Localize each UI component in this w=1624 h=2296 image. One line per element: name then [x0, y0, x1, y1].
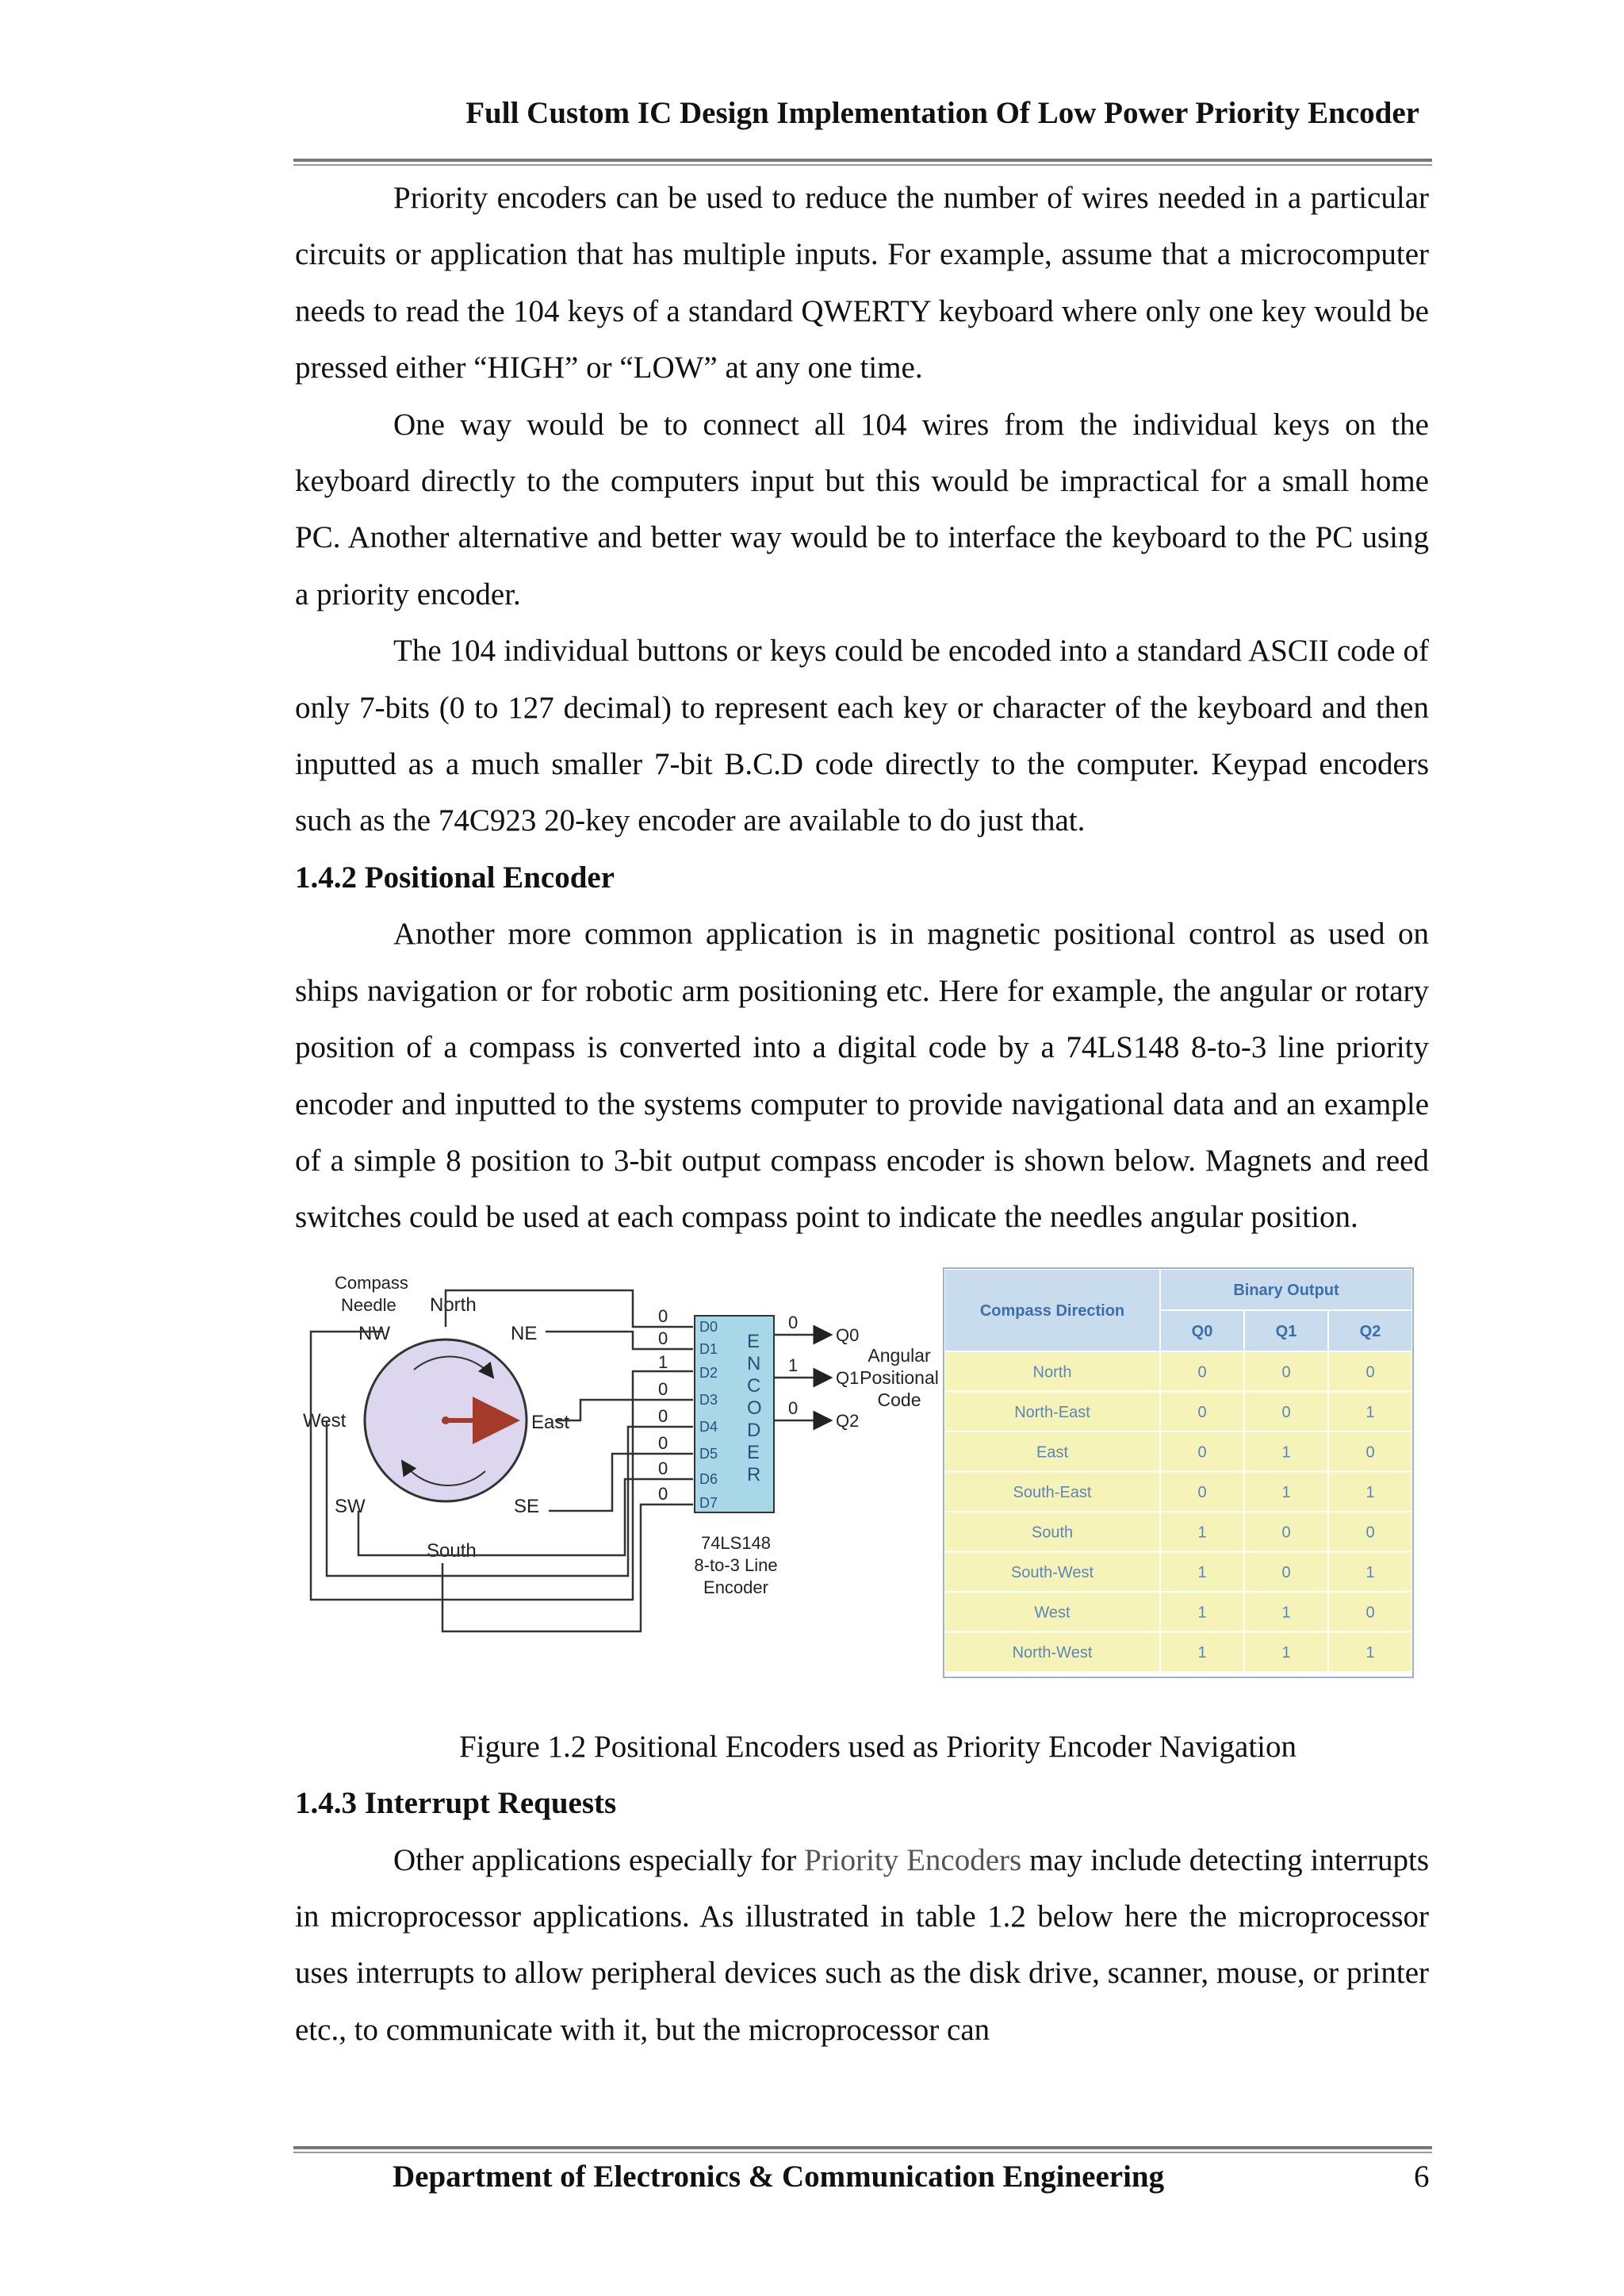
- table-bit-value: 1: [1197, 1563, 1207, 1581]
- svg-text:0: 0: [658, 1328, 668, 1348]
- chip-label: [694, 1533, 777, 1597]
- header-rule-thin: [293, 164, 1432, 166]
- svg-text:0: 0: [788, 1312, 799, 1332]
- compass-east-label: East: [531, 1411, 570, 1433]
- svg-text:Q2: Q2: [836, 1410, 860, 1431]
- table-bit-value: 1: [1281, 1643, 1291, 1662]
- input-values: [658, 1306, 668, 1504]
- svg-text:0: 0: [658, 1305, 668, 1326]
- table-bit-value: 1: [1365, 1643, 1375, 1662]
- compass-needle-label: Compass: [335, 1272, 408, 1293]
- table-bit-value: 1: [1197, 1643, 1207, 1662]
- table-bit-value: 0: [1197, 1403, 1207, 1421]
- table-bit-value: 0: [1281, 1563, 1291, 1581]
- table-direction-value: North-East: [1014, 1403, 1090, 1421]
- paragraph: The 104 individual buttons or keys could be encoded into a standard ASCII code of only 7-bits (0 to 127 decimal) to represent each key or character of the keyboard and then inputted as a much smaller 7-bit B.C.D code directly to the computer. Keypad encoders such as the 74C923 20-key encoder are available to do just that.: [295, 634, 1429, 838]
- svg-text:N: N: [747, 1352, 761, 1374]
- svg-text:Q1: Q1: [836, 1367, 860, 1388]
- compass-north-label: North: [430, 1294, 477, 1316]
- footer-rule-thin: [293, 2152, 1432, 2153]
- svg-text:C: C: [747, 1374, 761, 1397]
- table-bit-value: 1: [1281, 1603, 1291, 1621]
- table-bit-value: 0: [1281, 1403, 1291, 1421]
- svg-text:R: R: [747, 1463, 761, 1485]
- body-text: [295, 170, 1429, 2058]
- table-direction-value: West: [1034, 1603, 1071, 1621]
- priority-encoders-link[interactable]: Priority Encoders: [804, 1842, 1022, 1877]
- svg-text:D6: D6: [699, 1470, 718, 1487]
- svg-text:D4: D4: [699, 1418, 718, 1435]
- table-direction-value: North-West: [1012, 1643, 1093, 1662]
- svg-text:0: 0: [788, 1397, 799, 1418]
- table-bit-value: 0: [1197, 1443, 1207, 1461]
- svg-text:0: 0: [658, 1378, 668, 1399]
- output-labels: [836, 1325, 859, 1431]
- svg-text:1: 1: [658, 1351, 668, 1372]
- section-heading: 1.4.3 Interrupt Requests: [295, 1786, 617, 1821]
- compass-nw-label: NW: [358, 1322, 390, 1344]
- header-rule: [293, 159, 1432, 162]
- svg-text:Code: Code: [877, 1389, 921, 1410]
- paragraph: One way would be to connect all 104 wires from the individual keys on the keyboard directly to the computers input but this would be impractical for a small home PC. Another alternative and better way would be to interface the keyboard to the PC using a priority encoder.: [295, 407, 1429, 611]
- paragraph: Other applications especially for Priority Encoders may include detecting interrupts in microprocessor applications. As illustrated in table 1.2 below here the microprocessor uses interrupts to allow peripheral devices such as the disk drive, scanner, mouse, or printer etc., to communicate with it, but the microprocessor can: [295, 1842, 1429, 2047]
- table-bit-value: 0: [1365, 1443, 1375, 1461]
- table-direction-value: South-East: [1013, 1483, 1092, 1501]
- figure-caption: Figure 1.2 Positional Encoders used as Priority Encoder Navigation: [458, 1729, 1297, 1764]
- svg-text:E: E: [747, 1441, 760, 1463]
- compass-sw-label: SW: [335, 1495, 366, 1517]
- table-bit-value: 1: [1365, 1403, 1375, 1421]
- svg-text:Encoder: Encoder: [703, 1577, 768, 1597]
- section-heading: 1.4.2 Positional Encoder: [295, 860, 615, 895]
- table-bit-value: 1: [1197, 1523, 1207, 1541]
- svg-text:8-to-3 Line: 8-to-3 Line: [694, 1554, 778, 1575]
- table-sub-header: Q1: [1275, 1322, 1297, 1340]
- svg-text:Positional: Positional: [860, 1366, 939, 1388]
- svg-text:O: O: [747, 1397, 762, 1419]
- paragraph: Another more common application is in magnetic positional control as used on ships navigation or for robotic arm positioning etc. Here for example, the angular or rotary position of a compass is converted into a digital code by a 74LS148 8-to-3 line priority encoder and inputted to the systems computer to provide navigational data and an example of a simple 8 position to 3-bit output compass encoder is shown below. Magnets and reed switches could be used at each compass point to indicate the needles angular position.: [295, 917, 1429, 1235]
- page-number: 6: [1414, 2160, 1430, 2194]
- svg-text:D3: D3: [699, 1391, 718, 1408]
- table-direction-value: South-West: [1010, 1563, 1094, 1581]
- svg-text:D7: D7: [699, 1494, 718, 1511]
- paragraph: Priority encoders can be used to reduce the number of wires needed in a particular circuits or application that has multiple inputs. For example, assume that a microcomputer needs to read the 104 keys of a standard QWERTY keyboard where only one key would be pressed either “HIGH” or “LOW” at any one time.: [295, 181, 1429, 385]
- svg-text:0: 0: [658, 1432, 668, 1453]
- table-direction-value: North: [1032, 1363, 1072, 1381]
- compass-west-label: West: [303, 1409, 347, 1432]
- svg-text:D: D: [747, 1419, 761, 1441]
- table-bit-value: 0: [1197, 1483, 1207, 1501]
- table-bit-value: 1: [1365, 1563, 1375, 1581]
- output-wires: [774, 1335, 831, 1420]
- compass-encoder-diagram: [295, 1259, 1429, 1719]
- svg-text:D5: D5: [699, 1445, 718, 1462]
- svg-text:1: 1: [788, 1355, 799, 1375]
- svg-text:Q0: Q0: [836, 1324, 860, 1345]
- table-bit-value: 1: [1281, 1443, 1291, 1461]
- svg-text:D0: D0: [699, 1318, 718, 1335]
- svg-text:0: 0: [658, 1458, 668, 1478]
- svg-text:D2: D2: [699, 1364, 718, 1381]
- svg-text:74LS148: 74LS148: [700, 1532, 772, 1553]
- table-bit-value: 0: [1197, 1363, 1207, 1381]
- compass-se-label: SE: [514, 1495, 540, 1517]
- output-values: [788, 1313, 798, 1418]
- svg-text:E: E: [747, 1330, 760, 1352]
- svg-text:Angular: Angular: [868, 1344, 931, 1366]
- table-bit-value: 0: [1365, 1363, 1375, 1381]
- compass-needle-label: Needle: [341, 1294, 396, 1315]
- needle-pivot: [442, 1416, 450, 1424]
- compass-ne-label: NE: [511, 1322, 538, 1344]
- footer-rule: [293, 2146, 1432, 2149]
- svg-text:0: 0: [658, 1405, 668, 1426]
- table-bit-value: 0: [1365, 1603, 1375, 1621]
- table-col-direction: Compass Direction: [979, 1301, 1125, 1320]
- truth-table: [944, 1268, 1413, 1677]
- footer-department: Department of Electronics & Communication Engineering: [393, 2160, 1165, 2194]
- table-direction-value: South: [1031, 1523, 1074, 1541]
- table-bit-value: 0: [1281, 1523, 1291, 1541]
- svg-text:D1: D1: [699, 1340, 718, 1357]
- table-sub-header: Q2: [1359, 1322, 1381, 1340]
- running-header: Full Custom IC Design Implementation Of Low Power Priority Encoder: [465, 96, 1419, 130]
- figure: [295, 1259, 1429, 1719]
- svg-text:0: 0: [658, 1483, 668, 1504]
- table-bit-value: 1: [1197, 1603, 1207, 1621]
- compass-south-label: South: [427, 1539, 477, 1562]
- angular-code-label: [860, 1345, 939, 1410]
- table-bit-value: 0: [1365, 1523, 1375, 1541]
- table-direction-value: East: [1036, 1443, 1069, 1461]
- table-bit-value: 1: [1365, 1483, 1375, 1501]
- encoder-letters: [747, 1331, 762, 1485]
- table-sub-header: Q0: [1191, 1322, 1213, 1340]
- table-bit-value: 1: [1281, 1483, 1291, 1501]
- table-col-binary: Binary Output: [1233, 1281, 1339, 1299]
- table-bit-value: 0: [1281, 1363, 1291, 1381]
